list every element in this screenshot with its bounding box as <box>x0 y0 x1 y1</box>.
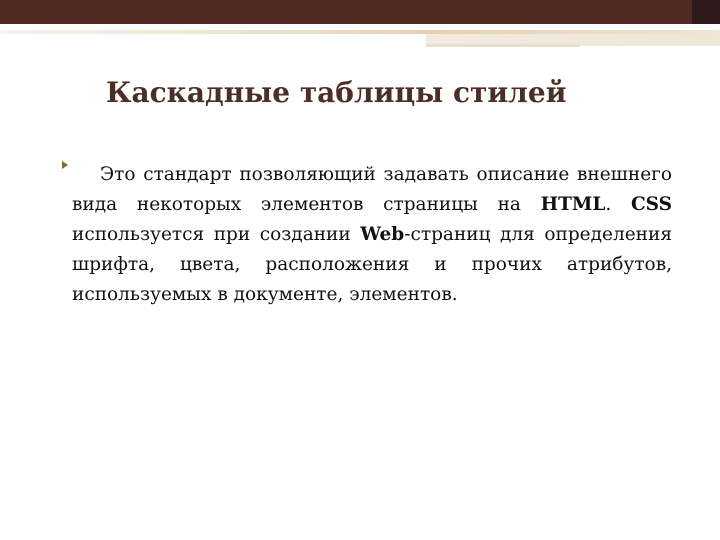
paragraph-text-1: Это стандарт позволяющий задавать описание внешнего вида некоторых элементов страницы на <box>72 164 672 215</box>
html-term: HTML <box>540 194 606 215</box>
paragraph-text-3: используется при создании <box>72 224 361 245</box>
header-bar <box>0 0 720 24</box>
header-accent-thin <box>426 44 580 47</box>
paragraph-text-4: -страниц для определения шрифта, цвета, расположения и прочих атрибутов, используемых в документе, элементов. <box>72 224 672 305</box>
css-term: CSS <box>630 194 672 215</box>
paragraph-text-2: . <box>605 194 631 215</box>
slide-title: Каскадные таблицы стилей <box>106 76 567 109</box>
body-paragraph <box>72 160 672 310</box>
triangle-bullet-icon <box>62 161 68 169</box>
header-bar-corner <box>692 0 720 24</box>
web-term: Web <box>360 224 405 245</box>
